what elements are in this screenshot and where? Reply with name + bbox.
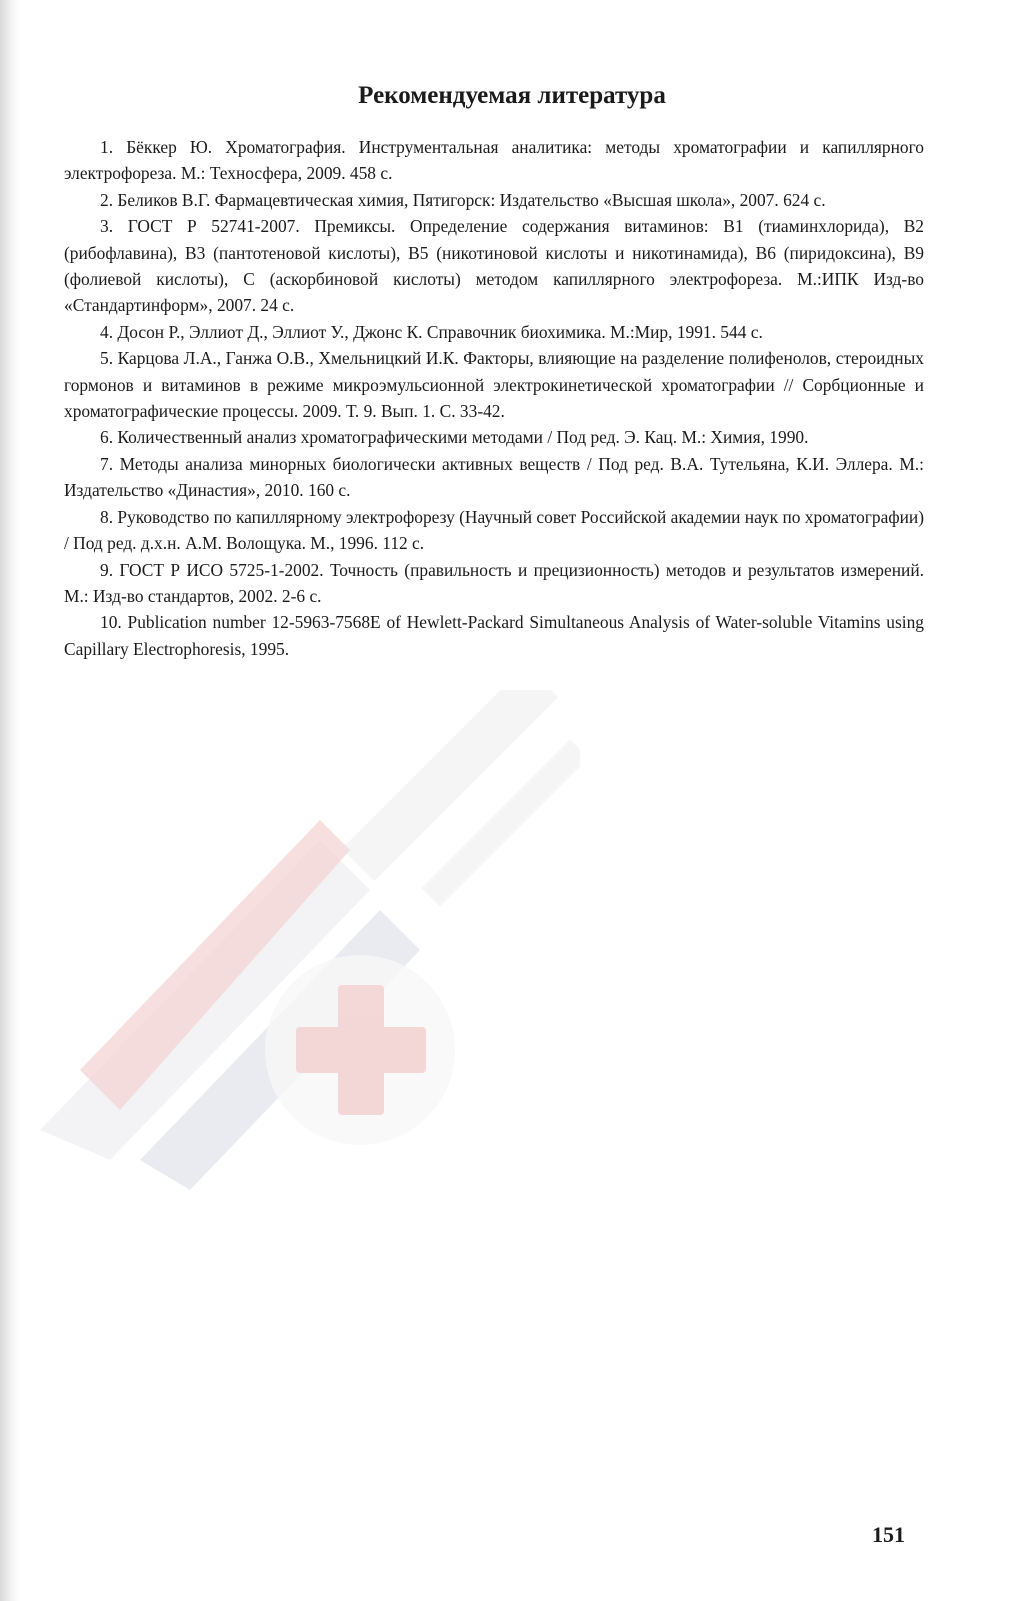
reference-item: 9. ГОСТ Р ИСО 5725-1-2002. Точность (правильность и прецизионность) методов и результатов измерений. М.: Изд-во стандартов, 2002. 2-6 с. [64, 559, 924, 606]
reference-item: 8. Руководство по капиллярному электрофорезу (Научный совет Российской академии наук по хроматографии) / Под ред. д.х.н. А.М. Волощука. М., 1996. 112 с. [64, 506, 924, 554]
shield-red-band [80, 820, 350, 1110]
page-edge-shadow [0, 0, 20, 1601]
medical-cross-shield-icon [20, 690, 580, 1210]
reference-item: 5. Карцова Л.А., Ганжа О.В., Хмельницкий И.К. Факторы, влияющие на разделение полифенолов, стероидных гормонов и витаминов в режиме микроэмульсионной электрокинетической хроматографии // Сорбционные и хроматографические процессы. 2009. Т. 9. Вып. 1. С. 33-42. [64, 348, 924, 422]
reference-item: 4. Досон Р., Эллиот Д., Эллиот У., Джонс К. Справочник биохимика. М.:Мир, 1991. 544 с. [100, 321, 763, 342]
reference-item: 3. ГОСТ Р 52741-2007. Премиксы. Определение содержания витаминов: В1 (тиаминхлорида), В2 (рибофлавина), В3 (пантотеновой кислоты), В5 (никотиновой кислоты и никотинамида), В6 (пиридоксина), В9 (фолиевой кислоты), С (аскорбиновой кислоты) методом капиллярного электрофореза. М.:ИПК Изд-во «Стандартинформ», 2007. 24 с. [64, 216, 924, 316]
page-number: 151 [872, 1522, 905, 1547]
watermark-cross [296, 985, 426, 1115]
reference-item: 2. Беликов В.Г. Фармацевтическая химия, Пятигорск: Издательство «Высшая школа», 2007. 624 с. [100, 189, 826, 210]
reference-item: 7. Методы анализа минорных биологически активных веществ / Под ред. В.А. Тутельяна, К.И. Эллера. М.: Издательство «Династия», 2010. 160 с. [64, 453, 924, 501]
reference-item: 6. Количественный анализ хроматографическими методами / Под ред. Э. Кац. М.: Химия, 1990. [100, 427, 809, 448]
reference-list [64, 134, 924, 662]
reference-item: 1. Бёккер Ю. Хроматография. Инструментальная аналитика: методы хроматографии и капиллярного электрофореза. М.: Техносфера, 2009. 458 с. [64, 137, 924, 184]
watermark-circle [265, 955, 455, 1145]
shield-blue-band [140, 910, 420, 1190]
reference-item: 10. Publication number 12-5963-7568E of Hewlett-Packard Simultaneous Analysis of Water-soluble Vitamins using Capillary Electrophoresis, 1995. [64, 612, 924, 659]
watermark-text-strip [342, 690, 580, 906]
page-title: Рекомендуемая литература [358, 82, 666, 109]
shield-left-band [40, 840, 370, 1160]
